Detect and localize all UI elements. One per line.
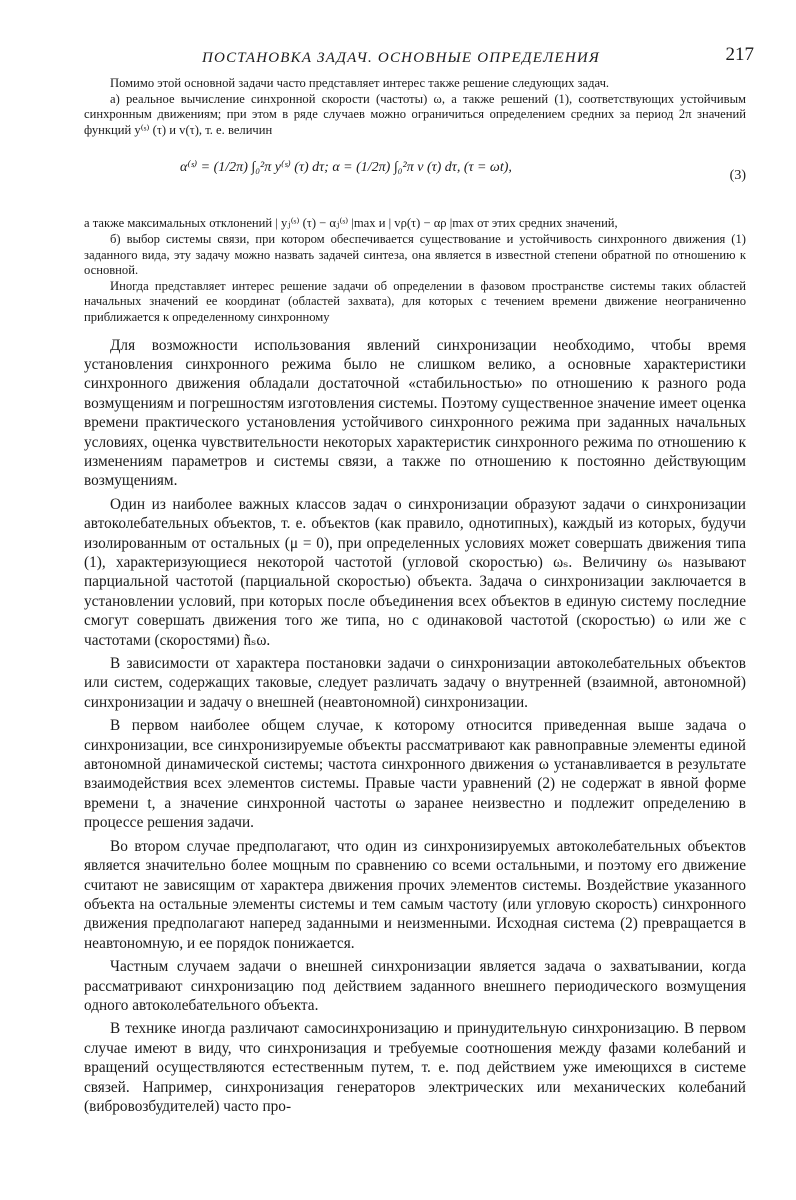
- paragraph-4: В первом наиболее общем случае, к которому относится приведенная выше задача о синхронизации, все синхронизируемые объекты рассматривают как равноправные элементы единой автономной динамической системы; частота синхронного движения ω устанавливается в результате взаимодействия всех элементов системы. Правые части уравнений (2) не содержат в явной форме времени t, а значение синхронной частоты ω заранее неизвестно и подлежит определению в процессе решения задачи.: [84, 717, 746, 832]
- paragraph-1: Для возможности использования явлений синхронизации необходимо, чтобы время установления синхронного режима было не слишком велико, а основные характеристики синхронного движения обладали достаточной «стабильностью» по отношению к разного рода возмущениям и погрешностям изготовления системы. Поэтому существенное значение имеет оценка времени практического установления устойчивого синхронного режима при заданных начальных условиях, оценка чувствительности некоторых характеристик синхронного режима по отношению к изменениям параметров и системы связи, а также по отношению к постоянно действующим возмущениям.: [84, 336, 746, 490]
- formula-expression: α⁽ˢ⁾ = (1/2π) ∫₀²π y⁽ˢ⁾ (τ) dτ; α = (1/2π) ∫₀²π v (τ) dτ, (τ = ωt),: [180, 160, 512, 176]
- small-paragraph-item-c: Иногда представляет интерес решение задачи об определении в фазовом пространстве системы таких областей начальных значений ее координат (областей захвата), для которых с течением времени движение неограниченно приближается к определенному синхронному: [84, 278, 746, 324]
- paragraph-3: В зависимости от характера постановки задачи о синхронизации автоколебательных объектов или систем, содержащих таковые, следует различать задачу о внутренней (взаимной, автономной) синхронизации и задачу о внешней (неавтономной) синхронизации.: [84, 655, 746, 711]
- main-text-block: [84, 336, 746, 1117]
- paragraph-6: Частным случаем задачи о внешней синхронизации является задача о захватывании, когда рассматривают синхронизацию под действием заданного внешнего периодического возмущения одного автоколебательного объекта.: [84, 958, 746, 1014]
- formula-3: [84, 138, 746, 216]
- paragraph-2: Один из наиболее важных классов задач о синхронизации образуют задачи о синхронизации автоколебательных объектов, т. е. объектов (как правило, однотипных), каждый из которых, будучи изолированным от остальных (μ = 0), при определенных условиях может совершать движения типа (1), характеризующиеся некоторой частотой (угловой скоростью) ωₛ. Величину ωₛ называют парциальной частотой (парциальной скоростью) объекта. Задача о синхронизации заключается в установлении условий, при которых после объединения всех объектов в единую систему последние смогут совершать движения того же типа, но с одинаковой частотой (скоростью) ω или же с частотами (скоростями) ñₛω.: [84, 495, 746, 649]
- small-paragraph-deviations: а также максимальных отклонений | yⱼ⁽ˢ⁾ (τ) − αⱼ⁽ˢ⁾ |max и | vρ(τ) − αρ |max от этих средних значений,: [84, 216, 618, 231]
- page: [84, 40, 754, 1120]
- small-print-block: [84, 76, 746, 326]
- small-paragraph-item-a: а) реальное вычисление синхронной скорости (частоты) ω, а также решений (1), соответствующих устойчивым синхронным движениям; при этом в ряде случаев можно ограничиться определением средних за период 2π значений функций y⁽ˢ⁾ (τ) и v(τ), т. е. величин: [84, 91, 746, 137]
- running-title: ПОСТАНОВКА ЗАДАЧ. ОСНОВНЫЕ ОПРЕДЕЛЕНИЯ: [202, 50, 600, 66]
- formula-number: (3): [729, 168, 746, 184]
- small-paragraph-intro: Помимо этой основной задачи часто представляет интерес также решение следующих задач.: [110, 76, 610, 90]
- paragraph-7: В технике иногда различают самосинхронизацию и принудительную синхронизацию. В первом случае имеют в виду, что синхронизация и требуемые соотношения между фазами колебаний и вращений осуществляются естественным путем, т. е. под действием уже имеющихся в системе связей. Например, синхронизация генераторов электрических или механических колебаний (вибровозбудителей) часто про-: [84, 1020, 746, 1115]
- paragraph-5: Во втором случае предполагают, что один из синхронизируемых автоколебательных объектов является значительно более мощным по сравнению со всеми остальными, и поэтому его движение считают не зависящим от характера движения прочих элементов системы. Воздействие указанного объекта на остальные элементы системы и тем самым частоту (или угловую скорость) синхронного движения предполагают наперед заданными и неизменными. Исходная система (2) превращается в неавтономную, и ее порядок понижается.: [84, 837, 746, 952]
- page-number: 217: [725, 44, 754, 65]
- running-head: [84, 40, 754, 76]
- small-paragraph-item-b: б) выбор системы связи, при котором обеспечивается существование и устойчивость синхронного движения (1) заданного вида, эту задачу можно назвать задачей синтеза, она является в известной степени обратной по отношению к основной.: [84, 231, 746, 278]
